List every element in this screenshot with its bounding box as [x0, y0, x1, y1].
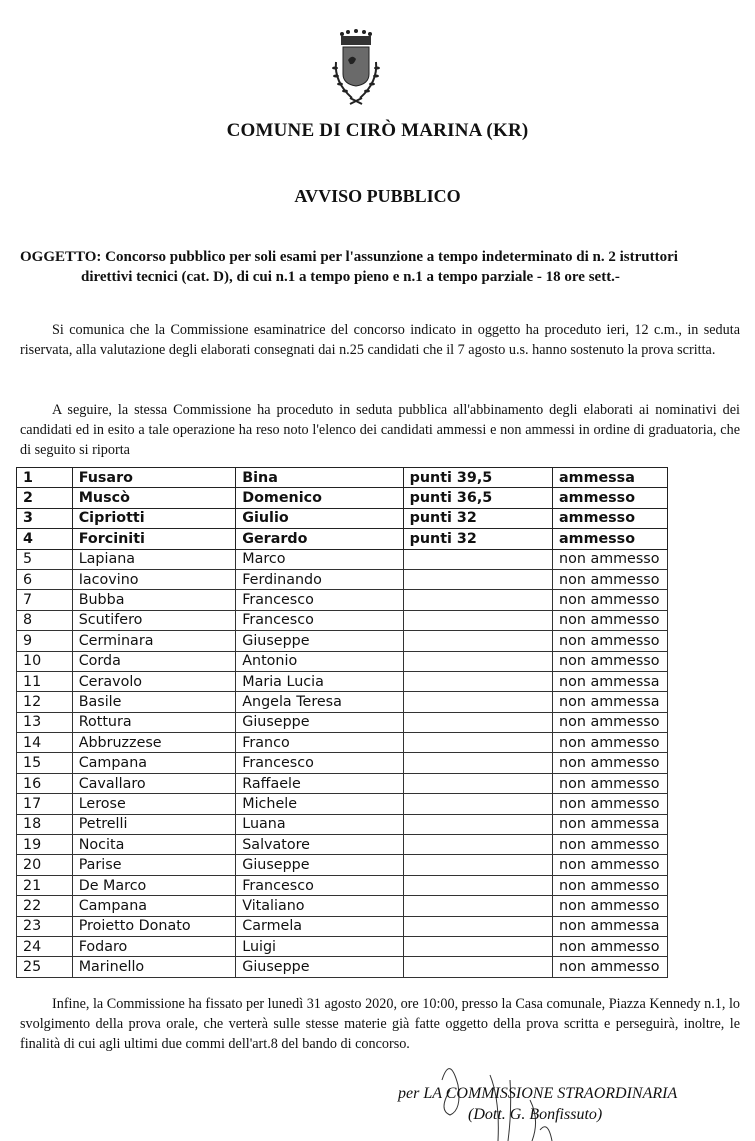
firstname-cell: Franco — [236, 733, 403, 753]
surname-cell: De Marco — [72, 875, 236, 895]
firstname-cell: Giuseppe — [236, 712, 403, 732]
paragraph-pairing-text: A seguire, la stessa Commissione ha proceduto in seduta pubblica all'abbinamento degli elaborati ai nominativi dei candidati ed in esito a tale operazione ha reso noto l'elenco dei candidati ammessi e non ammessi in ordine di graduatoria, che di seguito si riporta — [20, 402, 740, 458]
signature-block — [398, 1083, 677, 1125]
surname-cell: Fusaro — [72, 468, 236, 488]
signature-line-2: (Dott. G. Bonfissuto) — [468, 1106, 603, 1123]
score-cell — [403, 631, 552, 651]
table-row — [17, 590, 668, 610]
rank-cell: 24 — [17, 936, 73, 956]
rank-cell: 5 — [17, 549, 73, 569]
score-cell: punti 39,5 — [403, 468, 552, 488]
firstname-cell: Salvatore — [236, 835, 403, 855]
firstname-cell: Gerardo — [236, 529, 403, 549]
score-cell — [403, 733, 552, 753]
outcome-cell: ammessa — [553, 468, 668, 488]
firstname-cell: Vitaliano — [236, 896, 403, 916]
surname-cell: Abbruzzese — [72, 733, 236, 753]
outcome-cell: ammesso — [553, 529, 668, 549]
score-cell — [403, 936, 552, 956]
outcome-cell: non ammesso — [553, 590, 668, 610]
surname-cell: Ceravolo — [72, 671, 236, 691]
subject-line-1: OGGETTO: Concorso pubblico per soli esami per l'assunzione a tempo indeterminato di n. 2 istruttori — [20, 249, 678, 265]
firstname-cell: Antonio — [236, 651, 403, 671]
outcome-cell: ammesso — [553, 508, 668, 528]
table-row — [17, 529, 668, 549]
outcome-cell: non ammesso — [553, 569, 668, 589]
firstname-cell: Giuseppe — [236, 855, 403, 875]
municipal-coat-of-arms-icon — [328, 22, 384, 108]
surname-cell: Marinello — [72, 957, 236, 977]
firstname-cell: Giulio — [236, 508, 403, 528]
table-row — [17, 957, 668, 977]
outcome-cell: non ammesso — [553, 631, 668, 651]
surname-cell: Parise — [72, 855, 236, 875]
paragraph-oral-exam-text: Infine, la Commissione ha fissato per lunedì 31 agosto 2020, ore 10:00, presso la Casa comunale, Piazza Kennedy n.1, lo svolgimento della prova orale, che verterà sulle stesse materie già fatte oggetto della prova scritta e perseguirà, inoltre, le finalità di cui agli ultimi due commi dell'art.8 del bando di concorso. — [20, 996, 740, 1052]
surname-cell: Proietto Donato — [72, 916, 236, 936]
score-cell — [403, 590, 552, 610]
rank-cell: 3 — [17, 508, 73, 528]
surname-cell: Campana — [72, 896, 236, 916]
firstname-cell: Francesco — [236, 610, 403, 630]
outcome-cell: non ammesso — [553, 957, 668, 977]
table-row — [17, 671, 668, 691]
rank-cell: 23 — [17, 916, 73, 936]
ranking-table — [16, 467, 668, 978]
firstname-cell: Francesco — [236, 753, 403, 773]
table-row — [17, 549, 668, 569]
rank-cell: 2 — [17, 488, 73, 508]
table-row — [17, 569, 668, 589]
outcome-cell: non ammesso — [553, 773, 668, 793]
score-cell — [403, 569, 552, 589]
outcome-cell: non ammesso — [553, 794, 668, 814]
surname-cell: Bubba — [72, 590, 236, 610]
firstname-cell: Francesco — [236, 590, 403, 610]
rank-cell: 11 — [17, 671, 73, 691]
outcome-cell: non ammessa — [553, 671, 668, 691]
rank-cell: 7 — [17, 590, 73, 610]
rank-cell: 14 — [17, 733, 73, 753]
municipality-title: COMUNE DI CIRÒ MARINA (KR) — [226, 120, 529, 141]
outcome-cell: non ammesso — [553, 835, 668, 855]
surname-cell: Cipriotti — [72, 508, 236, 528]
outcome-cell: non ammesso — [553, 549, 668, 569]
surname-cell: Iacovino — [72, 569, 236, 589]
firstname-cell: Domenico — [236, 488, 403, 508]
surname-cell: Nocita — [72, 835, 236, 855]
table-row — [17, 835, 668, 855]
signature-line-1: per LA COMMISSIONE STRAORDINARIA — [398, 1085, 678, 1102]
rank-cell: 15 — [17, 753, 73, 773]
table-row — [17, 753, 668, 773]
paragraph-intro-text: Si comunica che la Commissione esaminatrice del concorso indicato in oggetto ha proceduto ieri, 12 c.m., in seduta riservata, alla valutazione degli elaborati consegnati dai n.25 candidati che il 7 agosto u.s. hanno sostenuto la prova scritta. — [20, 322, 740, 358]
table-row — [17, 773, 668, 793]
outcome-cell: non ammessa — [553, 814, 668, 834]
table-row — [17, 508, 668, 528]
table-row — [17, 631, 668, 651]
score-cell — [403, 549, 552, 569]
firstname-cell: Giuseppe — [236, 957, 403, 977]
score-cell — [403, 671, 552, 691]
notice-title: AVVISO PUBBLICO — [294, 186, 461, 206]
rank-cell: 1 — [17, 468, 73, 488]
outcome-cell: non ammesso — [553, 712, 668, 732]
outcome-cell: non ammesso — [553, 855, 668, 875]
rank-cell: 6 — [17, 569, 73, 589]
firstname-cell: Carmela — [236, 916, 403, 936]
rank-cell: 17 — [17, 794, 73, 814]
firstname-cell: Angela Teresa — [236, 692, 403, 712]
table-row — [17, 468, 668, 488]
score-cell — [403, 875, 552, 895]
firstname-cell: Giuseppe — [236, 631, 403, 651]
outcome-cell: non ammesso — [553, 733, 668, 753]
rank-cell: 25 — [17, 957, 73, 977]
surname-cell: Petrelli — [72, 814, 236, 834]
table-row — [17, 712, 668, 732]
score-cell — [403, 814, 552, 834]
outcome-cell: non ammesso — [553, 875, 668, 895]
firstname-cell: Maria Lucia — [236, 671, 403, 691]
table-row — [17, 733, 668, 753]
outcome-cell: non ammesso — [553, 936, 668, 956]
firstname-cell: Raffaele — [236, 773, 403, 793]
surname-cell: Campana — [72, 753, 236, 773]
table-row — [17, 855, 668, 875]
paragraph-pairing — [20, 400, 740, 460]
rank-cell: 13 — [17, 712, 73, 732]
score-cell — [403, 896, 552, 916]
subject-block — [20, 247, 742, 287]
score-cell — [403, 753, 552, 773]
outcome-cell: non ammesso — [553, 610, 668, 630]
firstname-cell: Bina — [236, 468, 403, 488]
subject-line-2: direttivi tecnici (cat. D), di cui n.1 a tempo pieno e n.1 a tempo parziale - 18 ore sett.- — [81, 269, 620, 285]
surname-cell: Forciniti — [72, 529, 236, 549]
score-cell: punti 32 — [403, 508, 552, 528]
outcome-cell: ammesso — [553, 488, 668, 508]
rank-cell: 12 — [17, 692, 73, 712]
outcome-cell: non ammesso — [553, 896, 668, 916]
firstname-cell: Francesco — [236, 875, 403, 895]
table-row — [17, 651, 668, 671]
rank-cell: 19 — [17, 835, 73, 855]
table-row — [17, 936, 668, 956]
score-cell — [403, 651, 552, 671]
outcome-cell: non ammesso — [553, 753, 668, 773]
rank-cell: 4 — [17, 529, 73, 549]
surname-cell: Lapiana — [72, 549, 236, 569]
surname-cell: Corda — [72, 651, 236, 671]
score-cell — [403, 855, 552, 875]
firstname-cell: Luigi — [236, 936, 403, 956]
surname-cell: Cavallaro — [72, 773, 236, 793]
table-row — [17, 896, 668, 916]
surname-cell: Basile — [72, 692, 236, 712]
firstname-cell: Michele — [236, 794, 403, 814]
surname-cell: Muscò — [72, 488, 236, 508]
rank-cell: 9 — [17, 631, 73, 651]
table-row — [17, 875, 668, 895]
firstname-cell: Ferdinando — [236, 569, 403, 589]
table-row — [17, 488, 668, 508]
rank-cell: 18 — [17, 814, 73, 834]
score-cell — [403, 957, 552, 977]
rank-cell: 10 — [17, 651, 73, 671]
firstname-cell: Marco — [236, 549, 403, 569]
score-cell — [403, 916, 552, 936]
surname-cell: Cerminara — [72, 631, 236, 651]
score-cell — [403, 610, 552, 630]
surname-cell: Fodaro — [72, 936, 236, 956]
score-cell — [403, 712, 552, 732]
rank-cell: 20 — [17, 855, 73, 875]
score-cell: punti 36,5 — [403, 488, 552, 508]
rank-cell: 21 — [17, 875, 73, 895]
surname-cell: Lerose — [72, 794, 236, 814]
score-cell: punti 32 — [403, 529, 552, 549]
paragraph-intro — [20, 320, 740, 360]
rank-cell: 22 — [17, 896, 73, 916]
firstname-cell: Luana — [236, 814, 403, 834]
rank-cell: 16 — [17, 773, 73, 793]
score-cell — [403, 835, 552, 855]
table-row — [17, 814, 668, 834]
table-row — [17, 794, 668, 814]
score-cell — [403, 692, 552, 712]
outcome-cell: non ammesso — [553, 651, 668, 671]
table-row — [17, 916, 668, 936]
table-row — [17, 692, 668, 712]
paragraph-oral-exam — [20, 994, 740, 1054]
score-cell — [403, 773, 552, 793]
surname-cell: Rottura — [72, 712, 236, 732]
outcome-cell: non ammessa — [553, 692, 668, 712]
outcome-cell: non ammessa — [553, 916, 668, 936]
table-row — [17, 610, 668, 630]
score-cell — [403, 794, 552, 814]
surname-cell: Scutifero — [72, 610, 236, 630]
rank-cell: 8 — [17, 610, 73, 630]
